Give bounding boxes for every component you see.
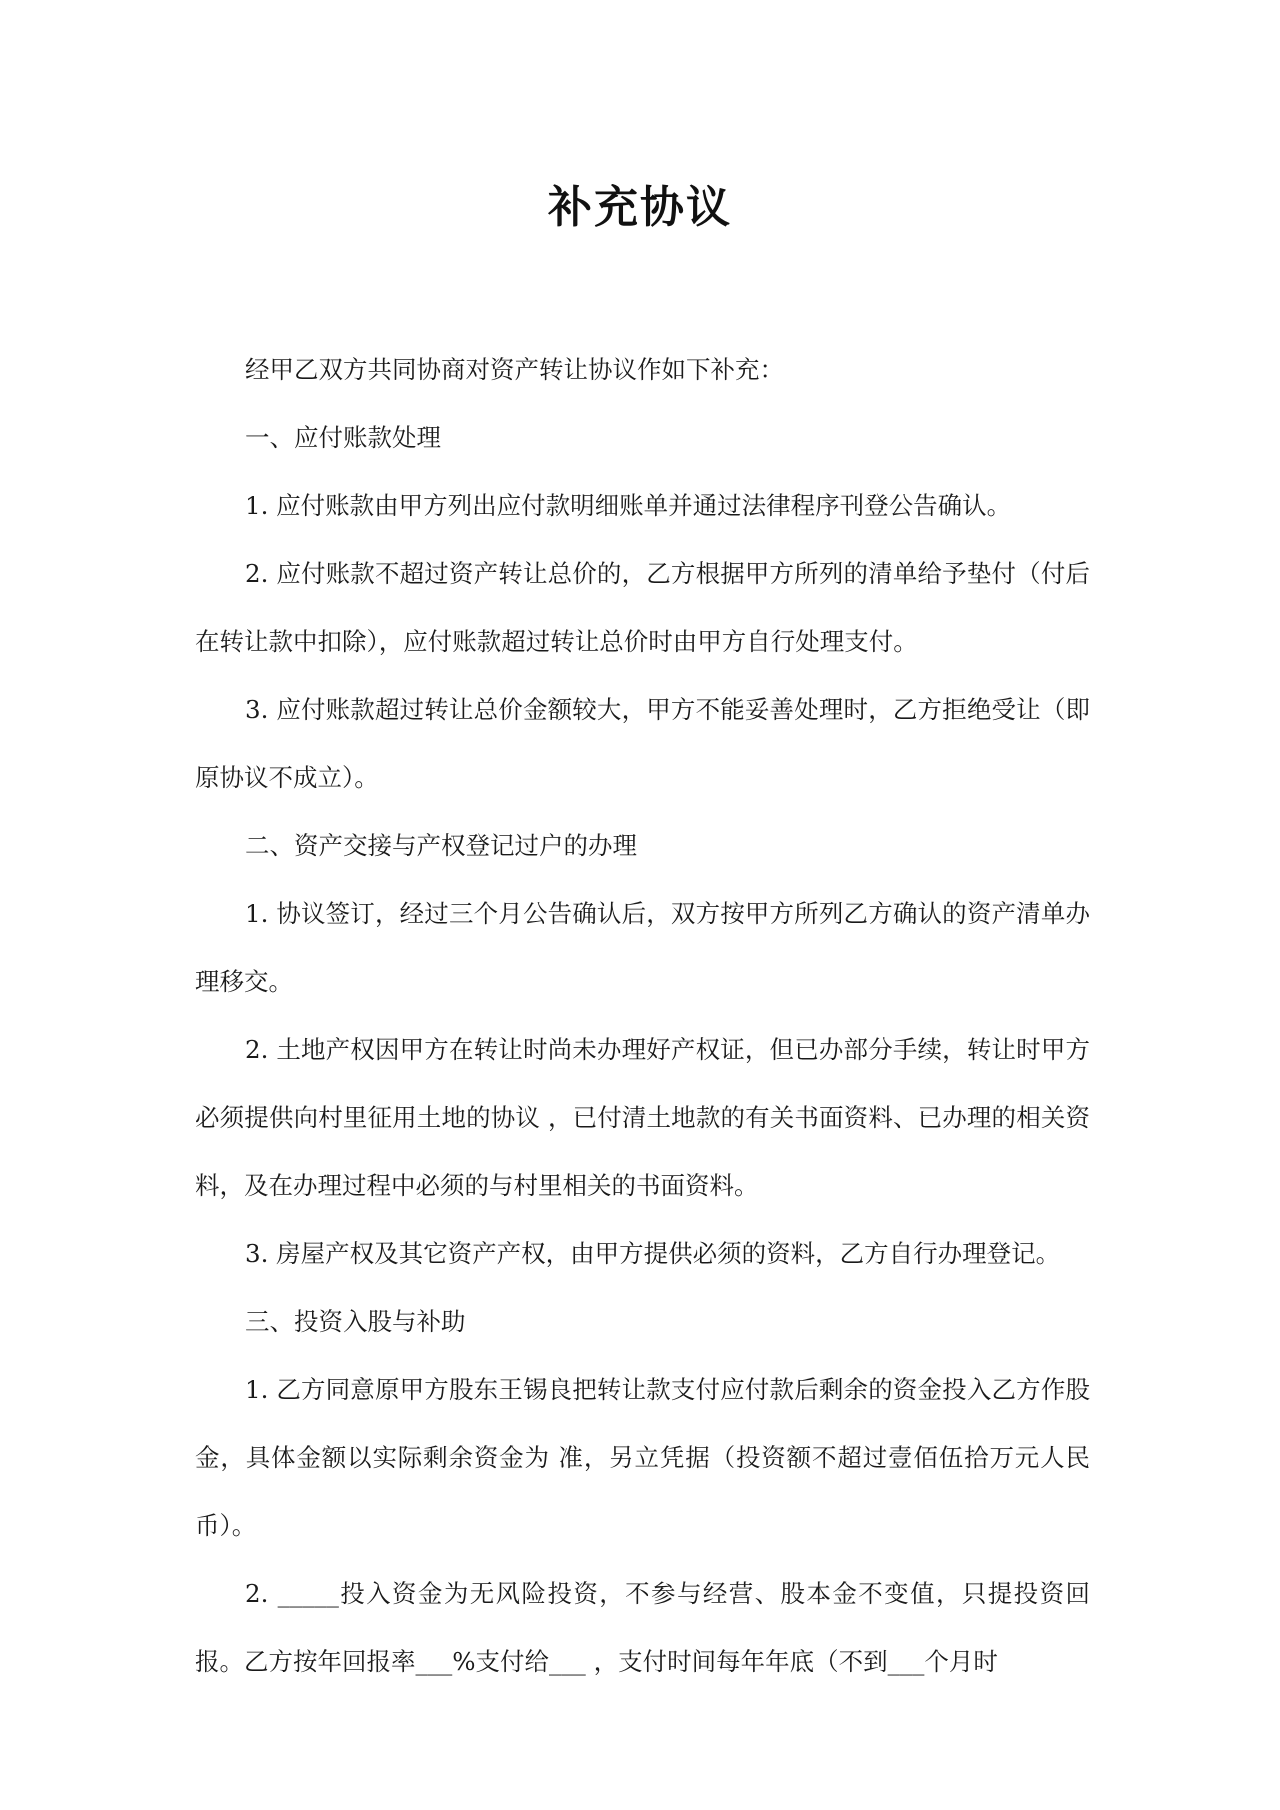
section-1-item-2: 2. 应付账款不超过资产转让总价的，乙方根据甲方所列的清单给予垫付（付后在转让款中扣除），应付账款超过转让总价时由甲方自行处理支付。 xyxy=(195,559,1090,656)
section-heading-3: 三、投资入股与补助 xyxy=(245,1307,466,1336)
section-heading-2: 二、资产交接与产权登记过户的办理 xyxy=(245,831,637,860)
section-2-item-2: 2. 土地产权因甲方在转让时尚未办理好产权证，但已办部分手续，转让时甲方必须提供向村里征用土地的协议 ，已付清土地款的有关书面资料、已办理的相关资料，及在办理过程中必须的与村里相关的书面资料。 xyxy=(195,1035,1090,1200)
section-3-item-1: 1. 乙方同意原甲方股东王锡良把转让款支付应付款后剩余的资金投入乙方作股金，具体金额以实际剩余资金为 准，另立凭据（投资额不超过壹佰伍拾万元人民币）。 xyxy=(195,1375,1090,1540)
intro-paragraph: 经甲乙双方共同协商对资产转让协议作如下补充： xyxy=(245,355,784,384)
section-2-item-1: 1. 协议签订，经过三个月公告确认后，双方按甲方所列乙方确认的资产清单办理移交。 xyxy=(195,899,1090,996)
section-1-item-3: 3. 应付账款超过转让总价金额较大，甲方不能妥善处理时，乙方拒绝受让（即原协议不成立）。 xyxy=(195,695,1090,792)
section-heading-1: 一、应付账款处理 xyxy=(245,423,441,452)
document-title: 补充协议 xyxy=(548,182,732,233)
section-1-item-1: 1. 应付账款由甲方列出应付款明细账单并通过法律程序刊登公告确认。 xyxy=(245,491,1012,520)
document-body xyxy=(195,336,1090,1696)
section-3-item-2: 2. _____投入资金为无风险投资，不参与经营、股本金不变值，只提投资回报。乙方按年回报率___%支付给___ ，支付时间每年年底（不到___个月时 xyxy=(195,1579,1090,1676)
section-2-item-3: 3. 房屋产权及其它资产产权，由甲方提供必须的资料，乙方自行办理登记。 xyxy=(245,1239,1061,1268)
